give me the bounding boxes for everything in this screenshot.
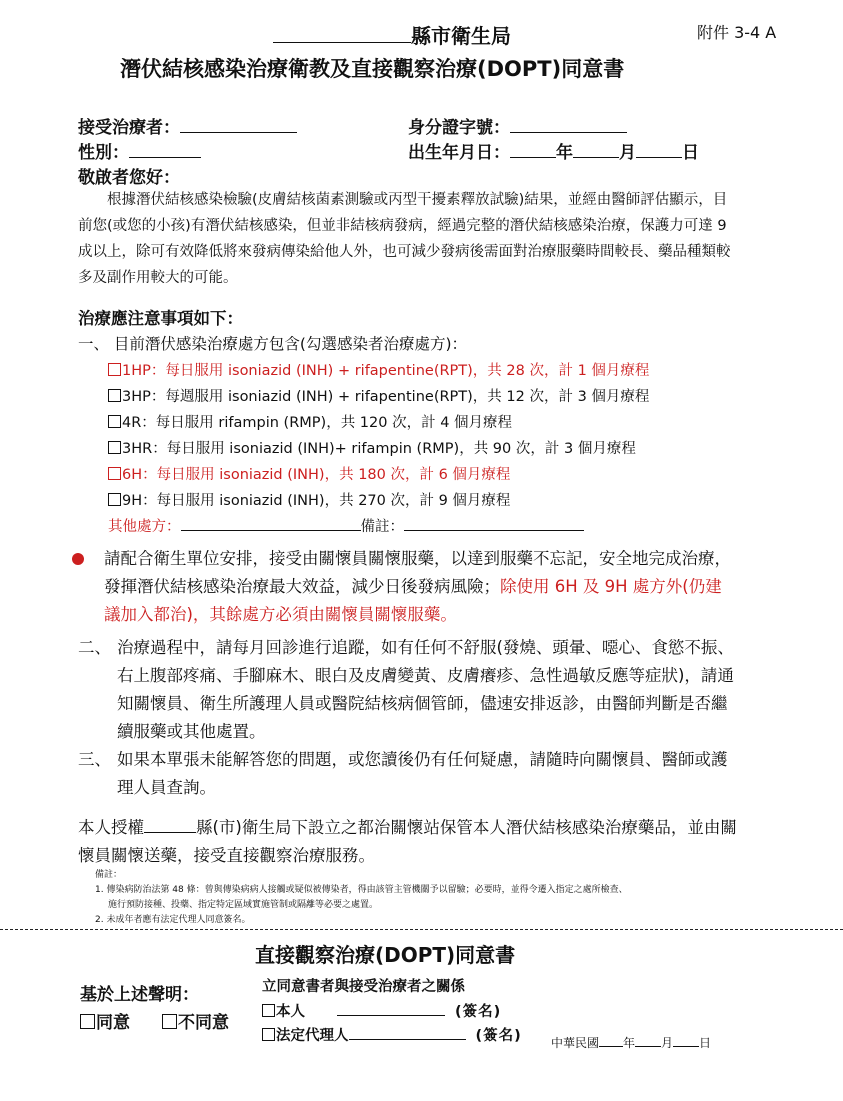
cut-line-divider — [0, 929, 843, 930]
regimen-option-4r[interactable] — [108, 411, 512, 432]
remark-item-2: 2. 未成年者應有法定代理人同意簽名。 — [95, 915, 251, 925]
birth-month-input[interactable] — [573, 141, 619, 158]
sign-day-input[interactable] — [673, 1035, 699, 1047]
page-title: 潛伏結核感染治療衛教及直接觀察治療(DOPT)同意書 — [120, 57, 625, 81]
birthdate-field — [408, 138, 699, 163]
agency-blank[interactable] — [273, 23, 411, 43]
regimen-label: 3HP：每週服用 isoniazid (INH) + rifapentine(RPT)，共 12 次，計 3 個月療程 — [122, 389, 650, 405]
id-input[interactable] — [510, 116, 627, 133]
legal-rep-signature-input[interactable] — [349, 1026, 466, 1041]
sign-label: (簽名) — [475, 1028, 522, 1044]
year-label: 年 — [623, 1036, 636, 1050]
other-regimen-label: 其他處方： — [108, 519, 181, 535]
intro-paragraph: 根據潛伏結核感染檢驗(皮膚結核菌素測驗或丙型干擾素釋放試驗)結果，並經由醫師評估顯示，目前您(或您的小孩)有潛伏結核感染，但並非結核病發病，經過完整的潛伏結核感染治療，保護力可達 9 成以上，除可有效降低將來發病傳染給他人外，也可減少發病後需面對治療服藥時間較長、藥品種類較多及副作用較大的可能。 — [78, 192, 731, 286]
day-label: 日 — [682, 143, 699, 163]
month-label: 月 — [619, 143, 636, 163]
birth-day-input[interactable] — [636, 141, 682, 158]
regimen-option-3hp[interactable] — [108, 385, 649, 406]
relation-legal-rep-option[interactable] — [262, 1024, 522, 1045]
bullet-text: 請配合衛生單位安排，接受由關懷員關懷服藥，以達到服藥不忘記，安全地完成治療，發揮潛伏結核感染治療最大效益，減少日後發病風險； — [104, 549, 731, 596]
regimen-label: 1HP：每日服用 isoniazid (INH) + rifapentine(RPT)，共 28 次，計 1 個月療程 — [122, 363, 650, 379]
notes-heading: 治療應注意事項如下： — [78, 309, 243, 328]
sign-month-input[interactable] — [635, 1035, 661, 1047]
item-two-paragraph: 治療過程中，請每月回診進行追蹤，如有任何不舒服(發燒、頭暈、噁心、食慾不振、右上腹部疼痛、手腳麻木、眼白及皮膚變黃、皮膚癢疹、急性過敏反應等症狀)，請通知關懷員、衛生所護理人員或醫院結核病個管師，儘速安排返診，由醫師判斷是否繼續服藥或其他處置。 — [117, 638, 734, 741]
sex-field — [78, 138, 201, 163]
agree-checkbox[interactable] — [80, 1014, 95, 1029]
legal-rep-label: 法定代理人 — [276, 1028, 349, 1044]
disagree-option[interactable] — [162, 1008, 229, 1033]
disagree-checkbox[interactable] — [162, 1014, 177, 1029]
remark-label: 備註： — [360, 519, 404, 535]
bullet-text-red: 除使用 6H 及 9H 處方外(仍建議加入都治)，其餘處方必須由關懷員關懷服藥。 — [104, 577, 722, 624]
self-label: 本人 — [276, 1004, 305, 1020]
remark-input[interactable] — [404, 517, 584, 532]
sign-year-input[interactable] — [599, 1035, 623, 1047]
section-one-heading: 一、 目前潛伏感染治療處方包含(勾選感染者治療處方)： — [78, 335, 468, 353]
sign-label: (簽名) — [455, 1004, 502, 1020]
id-field — [408, 113, 627, 138]
authorize-prefix: 本人授權 — [78, 818, 144, 837]
item-two-number: 二、 — [78, 638, 111, 657]
disagree-label: 不同意 — [178, 1013, 229, 1033]
checkbox[interactable] — [108, 415, 121, 428]
year-label: 年 — [556, 143, 573, 163]
greeting: 敬啟者您好： — [78, 168, 180, 188]
remark-item-1-continued: 施行預防接種、投藥、指定特定區域實施管制或隔離等必要之處置。 — [108, 900, 379, 910]
agree-option[interactable] — [80, 1008, 130, 1033]
county-input[interactable] — [144, 817, 196, 834]
regimen-option-9h[interactable] — [108, 489, 510, 510]
other-regimen-row — [108, 515, 584, 536]
sex-input[interactable] — [129, 141, 201, 158]
remark-item-1: 1. 傳染病防治法第 48 條：曾與傳染病病人接觸或疑似被傳染者，得由該管主管機關予以留驗；必要時，並得令遷入指定之處所檢查、 — [95, 885, 628, 895]
patient-field — [78, 113, 297, 138]
agree-label: 同意 — [96, 1013, 130, 1033]
authorize-suffix: 縣(市)衛生局下設立之都治關懷站保管本人潛伏結核感染治療藥品，並由關懷員關懷送藥，接受直接觀察治療服務。 — [78, 818, 737, 865]
regimen-label: 4R：每日服用 rifampin (RMP)，共 120 次，計 4 個月療程 — [122, 415, 513, 431]
bullet-paragraph — [104, 545, 734, 629]
regimen-option-3hr[interactable] — [108, 437, 636, 458]
id-label: 身分證字號： — [408, 118, 510, 138]
day-label: 日 — [699, 1036, 712, 1050]
self-signature-input[interactable] — [337, 1002, 445, 1017]
agency-line — [273, 20, 511, 49]
consent-title: 直接觀察治療(DOPT)同意書 — [255, 943, 516, 967]
legal-rep-checkbox[interactable] — [262, 1028, 275, 1041]
other-regimen-input[interactable] — [181, 517, 361, 532]
checkbox[interactable] — [108, 441, 121, 454]
birth-year-input[interactable] — [510, 141, 556, 158]
date-prefix: 中華民國 — [551, 1036, 600, 1050]
checkbox[interactable] — [108, 467, 121, 480]
regimen-label: 9H：每日服用 isoniazid (INH)，共 270 次，計 9 個月療程 — [122, 493, 511, 509]
sign-date-line — [551, 1034, 711, 1051]
bullet-icon — [72, 553, 84, 565]
regimen-option-6h[interactable] — [108, 463, 510, 484]
declaration-label: 基於上述聲明： — [80, 985, 199, 1005]
relation-self-option[interactable] — [262, 1000, 501, 1021]
patient-input[interactable] — [180, 116, 297, 133]
checkbox[interactable] — [108, 389, 121, 402]
attachment-label: 附件 3-4 A — [697, 23, 777, 42]
regimen-label: 3HR：每日服用 isoniazid (INH)+ rifampin (RMP)，共 90 次，計 3 個月療程 — [122, 441, 636, 457]
birth-label: 出生年月日： — [408, 143, 510, 163]
checkbox[interactable] — [108, 363, 121, 376]
agency-suffix: 縣市衛生局 — [411, 24, 511, 48]
self-checkbox[interactable] — [262, 1004, 275, 1017]
relation-heading: 立同意書者與接受治療者之關係 — [262, 979, 465, 995]
regimen-option-1hp[interactable] — [108, 359, 649, 380]
remarks-label: 備註： — [95, 870, 123, 880]
authorization-paragraph — [78, 814, 738, 870]
checkbox[interactable] — [108, 493, 121, 506]
month-label: 月 — [661, 1036, 674, 1050]
item-three-paragraph: 如果本單張未能解答您的問題，或您讀後仍有任何疑慮，請隨時向關懷員、醫師或護理人員查詢。 — [117, 750, 728, 797]
regimen-label: 6H：每日服用 isoniazid (INH)，共 180 次，計 6 個月療程 — [122, 467, 511, 483]
item-three-number: 三、 — [78, 750, 111, 769]
sex-label: 性別： — [78, 143, 129, 163]
patient-label: 接受治療者： — [78, 118, 180, 138]
